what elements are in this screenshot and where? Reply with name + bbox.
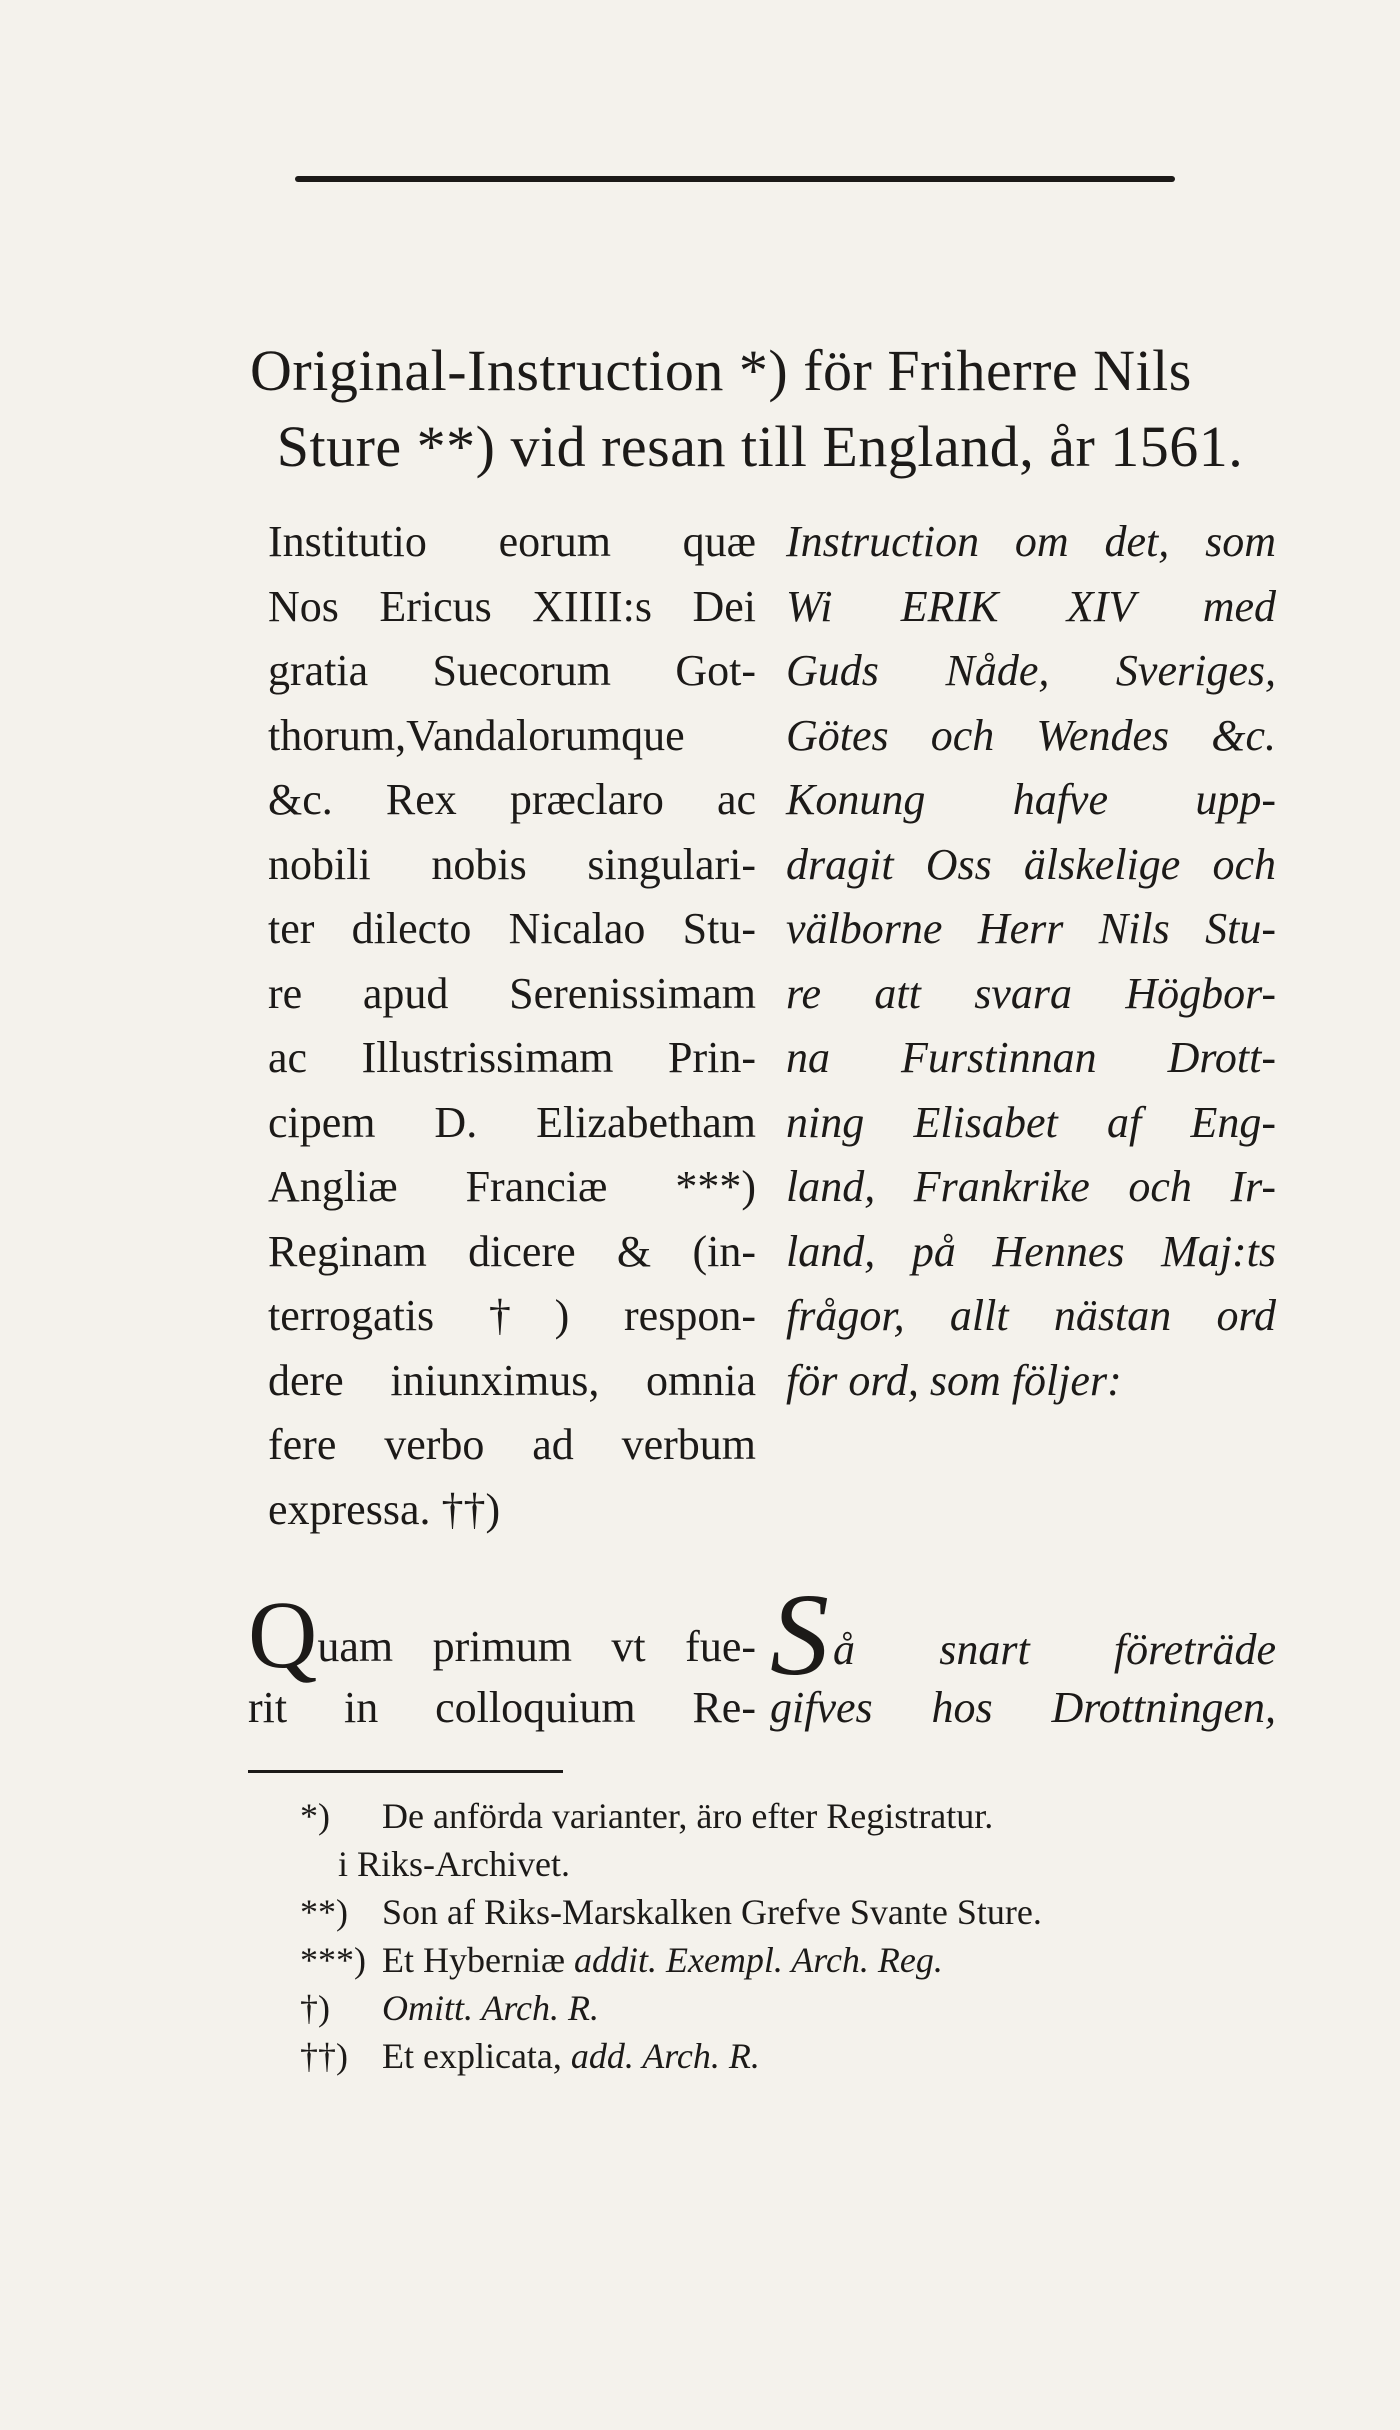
latin-line: Institutio eorum quæ (268, 517, 756, 566)
swedish-paragraph-line-2: gifves hos Drottningen, (770, 1683, 1276, 1732)
footnote-text: Et explicata, (382, 2036, 562, 2076)
latin-line: thorum,Vandalorumque (268, 710, 685, 760)
swedish-paragraph (770, 1569, 1276, 1744)
swedish-line: Konung hafve upp- (786, 775, 1276, 824)
footnote-continuation (300, 1840, 1260, 1888)
heading-line-1: Original-Instruction *) för Friherre Nils (250, 338, 1192, 403)
footnote-text: De anförda varianter, äro efter Registratur. (382, 1796, 994, 1836)
footnote (300, 1888, 1260, 1936)
swedish-line: Wi ERIK XIV med (786, 581, 1276, 631)
latin-line: &c. Rex præclaro ac (268, 775, 756, 824)
latin-line: Nos Ericus XIIII:s Dei (268, 581, 756, 631)
footnotes (300, 1792, 1260, 2080)
latin-column (268, 510, 756, 1542)
footnote-mark: *) (300, 1796, 330, 1836)
latin-paragraph-line-1 (248, 1581, 756, 1688)
latin-line: gratia Suecorum Got- (268, 646, 756, 695)
swedish-line: välborne Herr Nils Stu- (786, 904, 1276, 953)
latin-line: re apud Serenissimam (268, 968, 756, 1018)
footnote (300, 1792, 1260, 1840)
footnote-italic: add. Arch. R. (570, 2036, 760, 2076)
footnote-rule (248, 1770, 563, 1773)
swedish-line: land, på Hennes Maj:ts (786, 1226, 1276, 1276)
footnote-text: Et Hyberniæ (382, 1940, 565, 1980)
latin-paragraph-line-2: rit in colloquium Re- (248, 1683, 756, 1732)
footnote-text: i Riks-Archivet. (338, 1844, 570, 1884)
heading-line-2: Sture **) vid resan till England, år 1561. (276, 414, 1244, 479)
swedish-line: Instruction om det, som (786, 517, 1276, 566)
header-rule (295, 176, 1175, 182)
drop-cap-q: Q (248, 1581, 318, 1688)
latin-line: nobili nobis singulari- (268, 839, 756, 889)
swedish-paragraph-line-1 (770, 1569, 1276, 1700)
latin-line: cipem D. Elizabetham (268, 1097, 756, 1147)
latin-line: ac Illustrissimam Prin- (268, 1033, 756, 1082)
swedish-line: dragit Oss älskelige och (786, 839, 1276, 889)
footnote (300, 2032, 1260, 2080)
swedish-line: Götes och Wendes &c. (786, 710, 1276, 760)
swedish-line: frågor, allt nästan ord (786, 1291, 1276, 1340)
swedish-line: ning Elisabet af Eng- (786, 1097, 1276, 1147)
swedish-paragraph-text-1: å snart företräde (833, 1625, 1276, 1674)
footnote-mark: †) (300, 1988, 330, 2028)
swedish-line: land, Frankrike och Ir- (786, 1162, 1276, 1211)
swedish-line: för ord, som följer: (786, 1355, 1122, 1405)
swedish-line: Guds Nåde, Sveriges, (786, 646, 1276, 695)
latin-line: ter dilecto Nicalao Stu- (268, 904, 756, 953)
latin-line: fere verbo ad verbum (268, 1420, 756, 1469)
swedish-line: re att svara Högbor- (786, 968, 1276, 1018)
latin-line: terrogatis †) respon- (268, 1291, 756, 1340)
latin-paragraph-text-1: uam primum vt fue- (317, 1622, 756, 1671)
latin-line: expressa. ††) (268, 1484, 501, 1534)
latin-line: Angliæ Franciæ ***) (268, 1162, 756, 1211)
footnote-mark: ***) (300, 1940, 366, 1980)
footnote-mark: **) (300, 1892, 348, 1932)
drop-cap-s: S (770, 1569, 829, 1700)
footnote-italic: addit. Exempl. Arch. Reg. (573, 1940, 943, 1980)
latin-paragraph (248, 1581, 756, 1744)
footnote (300, 1984, 1260, 2032)
swedish-column (786, 510, 1276, 1413)
footnote-mark: ††) (300, 2036, 348, 2076)
latin-line: Reginam dicere & (in- (268, 1226, 756, 1276)
footnote-italic: Omitt. Arch. R. (382, 1988, 599, 2028)
latin-line: dere iniunximus, omnia (268, 1355, 756, 1405)
swedish-line: na Furstinnan Drott- (786, 1033, 1276, 1082)
footnote (300, 1936, 1260, 1984)
footnote-text: Son af Riks-Marskalken Grefve Svante Sture. (382, 1892, 1042, 1932)
